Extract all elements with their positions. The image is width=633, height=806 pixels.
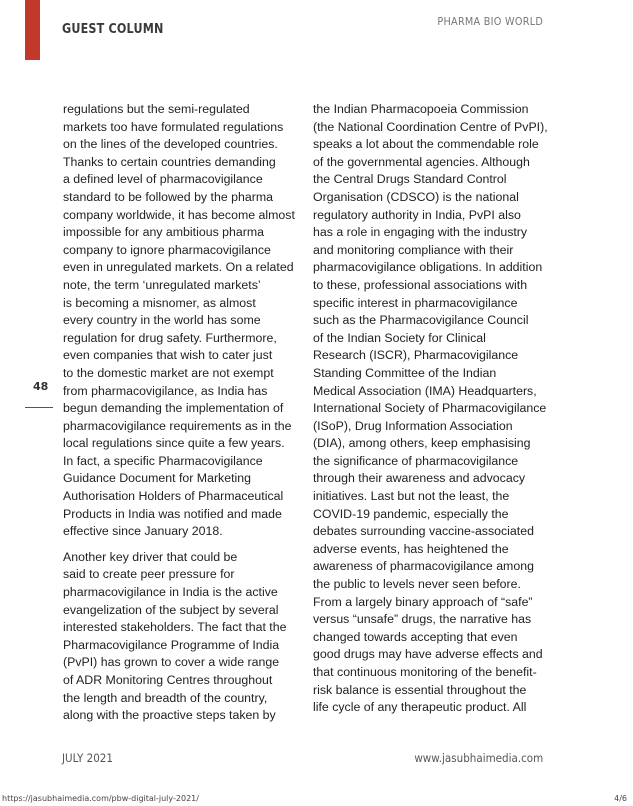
text-line: specific interest in pharmacovigilance: [313, 295, 518, 310]
text-line: From a largely binary approach of “safe”: [313, 594, 533, 609]
text-line: Authorisation Holders of Pharmaceutical: [63, 489, 284, 504]
text-line: the Indian Pharmacopoeia Commission: [313, 102, 529, 116]
text-line: a defined level of pharmacovigilance: [63, 172, 263, 187]
text-line: regulation for drug safety. Furthermore,: [63, 330, 277, 345]
text-line: impossible for any ambitious pharma: [63, 225, 265, 240]
text-line: local regulations since quite a few years.: [63, 436, 285, 451]
text-line: debates surrounding vaccine-associated: [313, 524, 534, 539]
text-line: awareness of pharmacovigilance among: [313, 559, 534, 574]
text-line: the significance of pharmacovigilance: [313, 453, 519, 468]
text-line: Organisation (CDSCO) is the national: [313, 189, 519, 204]
text-line: Standing Committee of the Indian: [313, 365, 497, 380]
text-line: is becoming a misnomer, as almost: [63, 295, 256, 310]
text-line: regulatory authority in India, PvPI also: [313, 207, 521, 222]
text-line: such as the Pharmacovigilance Council: [313, 313, 529, 328]
text-line: (PvPI) has grown to cover a wide range: [63, 655, 280, 670]
text-line: said to create peer pressure for: [63, 567, 235, 582]
text-line: In fact, a specific Pharmacovigilance: [63, 453, 263, 468]
text-line: along with the proactive steps taken by: [63, 708, 276, 723]
text-line: risk balance is essential throughout the: [313, 682, 527, 697]
text-line: COVID-19 pandemic, especially the: [313, 506, 509, 521]
text-line: of ADR Monitoring Centres throughout: [63, 673, 273, 687]
text-line: versus “unsafe” drugs, the narrative has: [313, 612, 532, 627]
text-line: has a role in engaging with the industry: [313, 225, 528, 240]
text-line: on the lines of the developed countries.: [63, 137, 278, 152]
paragraph-2: [63, 549, 303, 725]
text-line: evangelization of the subject by several: [63, 602, 279, 617]
print-url: https://jasubhaimedia.com/pbw-digital-july-2021/: [2, 794, 199, 803]
text-line: initiatives. Last but not the least, the: [313, 489, 510, 504]
text-line: the public to levels never seen before.: [313, 577, 521, 592]
text-line: good drugs may have adverse effects and: [313, 647, 543, 662]
text-line: begun demanding the implementation of: [63, 401, 284, 416]
text-line: markets too have formulated regulations: [63, 119, 284, 134]
text-line: and monitoring compliance with their: [313, 242, 514, 257]
text-line: effective since January 2018.: [63, 524, 223, 539]
text-line: adverse events, has heightened the: [313, 541, 509, 556]
text-line: even in unregulated markets. On a related: [63, 260, 294, 275]
paragraph-1: [63, 101, 303, 541]
website-url: www.jasubhaimedia.com: [414, 751, 543, 765]
page-number-rule: [25, 407, 53, 408]
text-line: to these, professional associations with: [313, 277, 528, 292]
text-line: pharmacovigilance in India is the active: [63, 585, 278, 600]
text-line: Products in India was notified and made: [63, 506, 282, 521]
text-line: speaks a lot about the commendable role: [313, 137, 539, 152]
text-line: life cycle of any therapeutic product. All: [313, 700, 527, 715]
page-number: 48: [33, 380, 49, 393]
text-line: that continuous monitoring of the benefit-: [313, 665, 537, 679]
text-line: regulations but the semi-regulated: [63, 102, 250, 116]
article-column-left: [63, 101, 303, 725]
text-line: even companies that wish to cater just: [63, 348, 273, 363]
text-line: Another key driver that could be: [63, 549, 238, 564]
text-line: interested stakeholders. The fact that the: [63, 620, 287, 635]
text-line: the length and breadth of the country,: [63, 690, 268, 705]
text-line: Research (ISCR), Pharmacovigilance: [313, 348, 519, 363]
text-line: International Society of Pharmacovigilance: [313, 401, 547, 416]
publication-name: PHARMA BIO WORLD: [437, 15, 543, 28]
issue-date: JULY 2021: [62, 751, 113, 765]
text-line: from pharmacovigilance, as India has: [63, 383, 268, 398]
text-line: (the National Coordination Centre of PvPI),: [313, 119, 548, 134]
text-line: (ISoP), Drug Information Association: [313, 418, 513, 433]
text-line: (DIA), among others, keep emphasising: [313, 436, 531, 451]
text-line: note, the term ‘unregulated markets’: [63, 277, 261, 292]
text-line: standard to be followed by the pharma: [63, 189, 273, 204]
text-line: to the domestic market are not exempt: [63, 365, 274, 380]
text-line: Pharmacovigilance Programme of India: [63, 637, 280, 652]
text-line: pharmacovigilance obligations. In addition: [313, 260, 543, 275]
text-line: of the governmental agencies. Although: [313, 154, 530, 169]
text-line: pharmacovigilance requirements as in the: [63, 418, 292, 433]
text-line: Thanks to certain countries demanding: [63, 154, 276, 169]
text-line: Medical Association (IMA) Headquarters,: [313, 383, 537, 398]
text-line: changed towards accepting that even: [313, 629, 518, 644]
text-line: company worldwide, it has become almost: [63, 207, 295, 222]
text-line: through their awareness and advocacy: [313, 471, 526, 486]
print-page-indicator: 4/6: [614, 794, 627, 803]
text-line: of the Indian Society for Clinical: [313, 330, 486, 345]
section-accent-bar: [25, 0, 40, 60]
section-label: GUEST COLUMN: [62, 22, 164, 37]
text-line: the Central Drugs Standard Control: [313, 172, 507, 187]
text-line: company to ignore pharmacovigilance: [63, 242, 271, 257]
text-line: every country in the world has some: [63, 313, 261, 328]
text-line: Guidance Document for Marketing: [63, 471, 251, 486]
article-column-right: [313, 101, 558, 717]
